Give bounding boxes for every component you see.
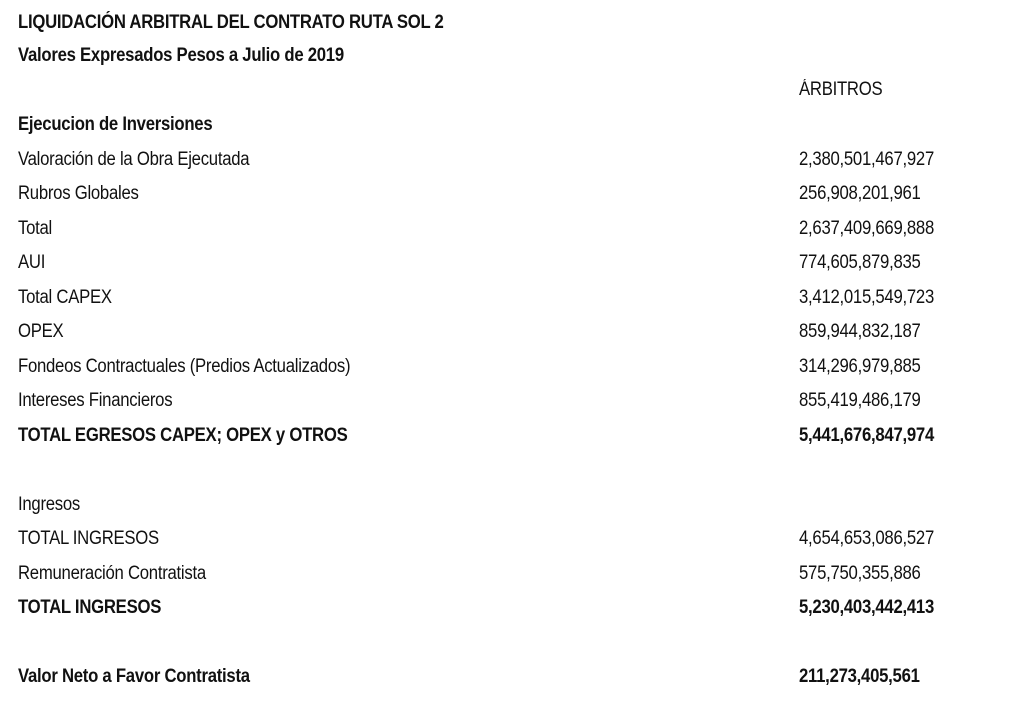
table-row	[18, 246, 1008, 281]
section-heading-ingresos	[18, 488, 1008, 523]
total-egresos-value: 5,441,676,847,974	[799, 424, 934, 446]
valor-neto-value: 211,273,405,561	[799, 666, 920, 688]
row-label: OPEX	[18, 321, 64, 343]
table-row	[18, 557, 1008, 592]
row-value: 3,412,015,549,723	[799, 286, 934, 308]
section-heading-inversiones	[18, 108, 1008, 143]
table-row	[18, 350, 1008, 385]
table-row	[18, 281, 1008, 316]
row-value: 256,908,201,961	[799, 183, 921, 205]
document-title-row	[18, 6, 1008, 39]
liquidation-table	[18, 6, 1008, 695]
row-value: 2,637,409,669,888	[799, 217, 934, 239]
column-header-arbitros: ÁRBITROS	[799, 79, 883, 100]
row-value: 855,419,486,179	[799, 390, 921, 412]
row-value: 4,654,653,086,527	[799, 528, 934, 550]
spacer	[18, 626, 1008, 661]
row-label: Remuneración Contratista	[18, 562, 206, 584]
total-ingresos-value: 5,230,403,442,413	[799, 597, 934, 619]
total-egresos-label: TOTAL EGRESOS CAPEX; OPEX y OTROS	[18, 424, 348, 446]
row-label: AUI	[18, 252, 46, 274]
row-label: Fondeos Contractuales (Predios Actualizados)	[18, 355, 351, 377]
table-row	[18, 315, 1008, 350]
table-row	[18, 143, 1008, 178]
table-row	[18, 177, 1008, 212]
row-label: Total	[18, 217, 53, 239]
spacer	[18, 453, 1008, 488]
document-title: LIQUIDACIÓN ARBITRAL DEL CONTRATO RUTA SOL 2	[18, 11, 444, 33]
row-value: 2,380,501,467,927	[799, 148, 934, 170]
table-row	[18, 212, 1008, 247]
row-label: Valoración de la Obra Ejecutada	[18, 148, 250, 170]
document-subtitle-row	[18, 39, 1008, 72]
column-header-row	[18, 72, 1008, 108]
row-value: 774,605,879,835	[799, 252, 921, 274]
table-row	[18, 384, 1008, 419]
valor-neto-label: Valor Neto a Favor Contratista	[18, 666, 250, 688]
row-value: 859,944,832,187	[799, 321, 921, 343]
total-ingresos-label: TOTAL INGRESOS	[18, 597, 162, 619]
row-label: Intereses Financieros	[18, 390, 173, 412]
row-value: 575,750,355,886	[799, 562, 921, 584]
row-label: Rubros Globales	[18, 183, 139, 205]
section-heading-label: Ingresos	[18, 493, 81, 515]
total-egresos-row	[18, 419, 1008, 454]
valor-neto-row	[18, 660, 1008, 695]
row-label: TOTAL INGRESOS	[18, 528, 159, 550]
document-subtitle: Valores Expresados Pesos a Julio de 2019	[18, 44, 344, 66]
total-ingresos-row	[18, 591, 1008, 626]
section-heading-label: Ejecucion de Inversiones	[18, 114, 213, 136]
table-row	[18, 522, 1008, 557]
row-value: 314,296,979,885	[799, 355, 921, 377]
row-label: Total CAPEX	[18, 286, 112, 308]
